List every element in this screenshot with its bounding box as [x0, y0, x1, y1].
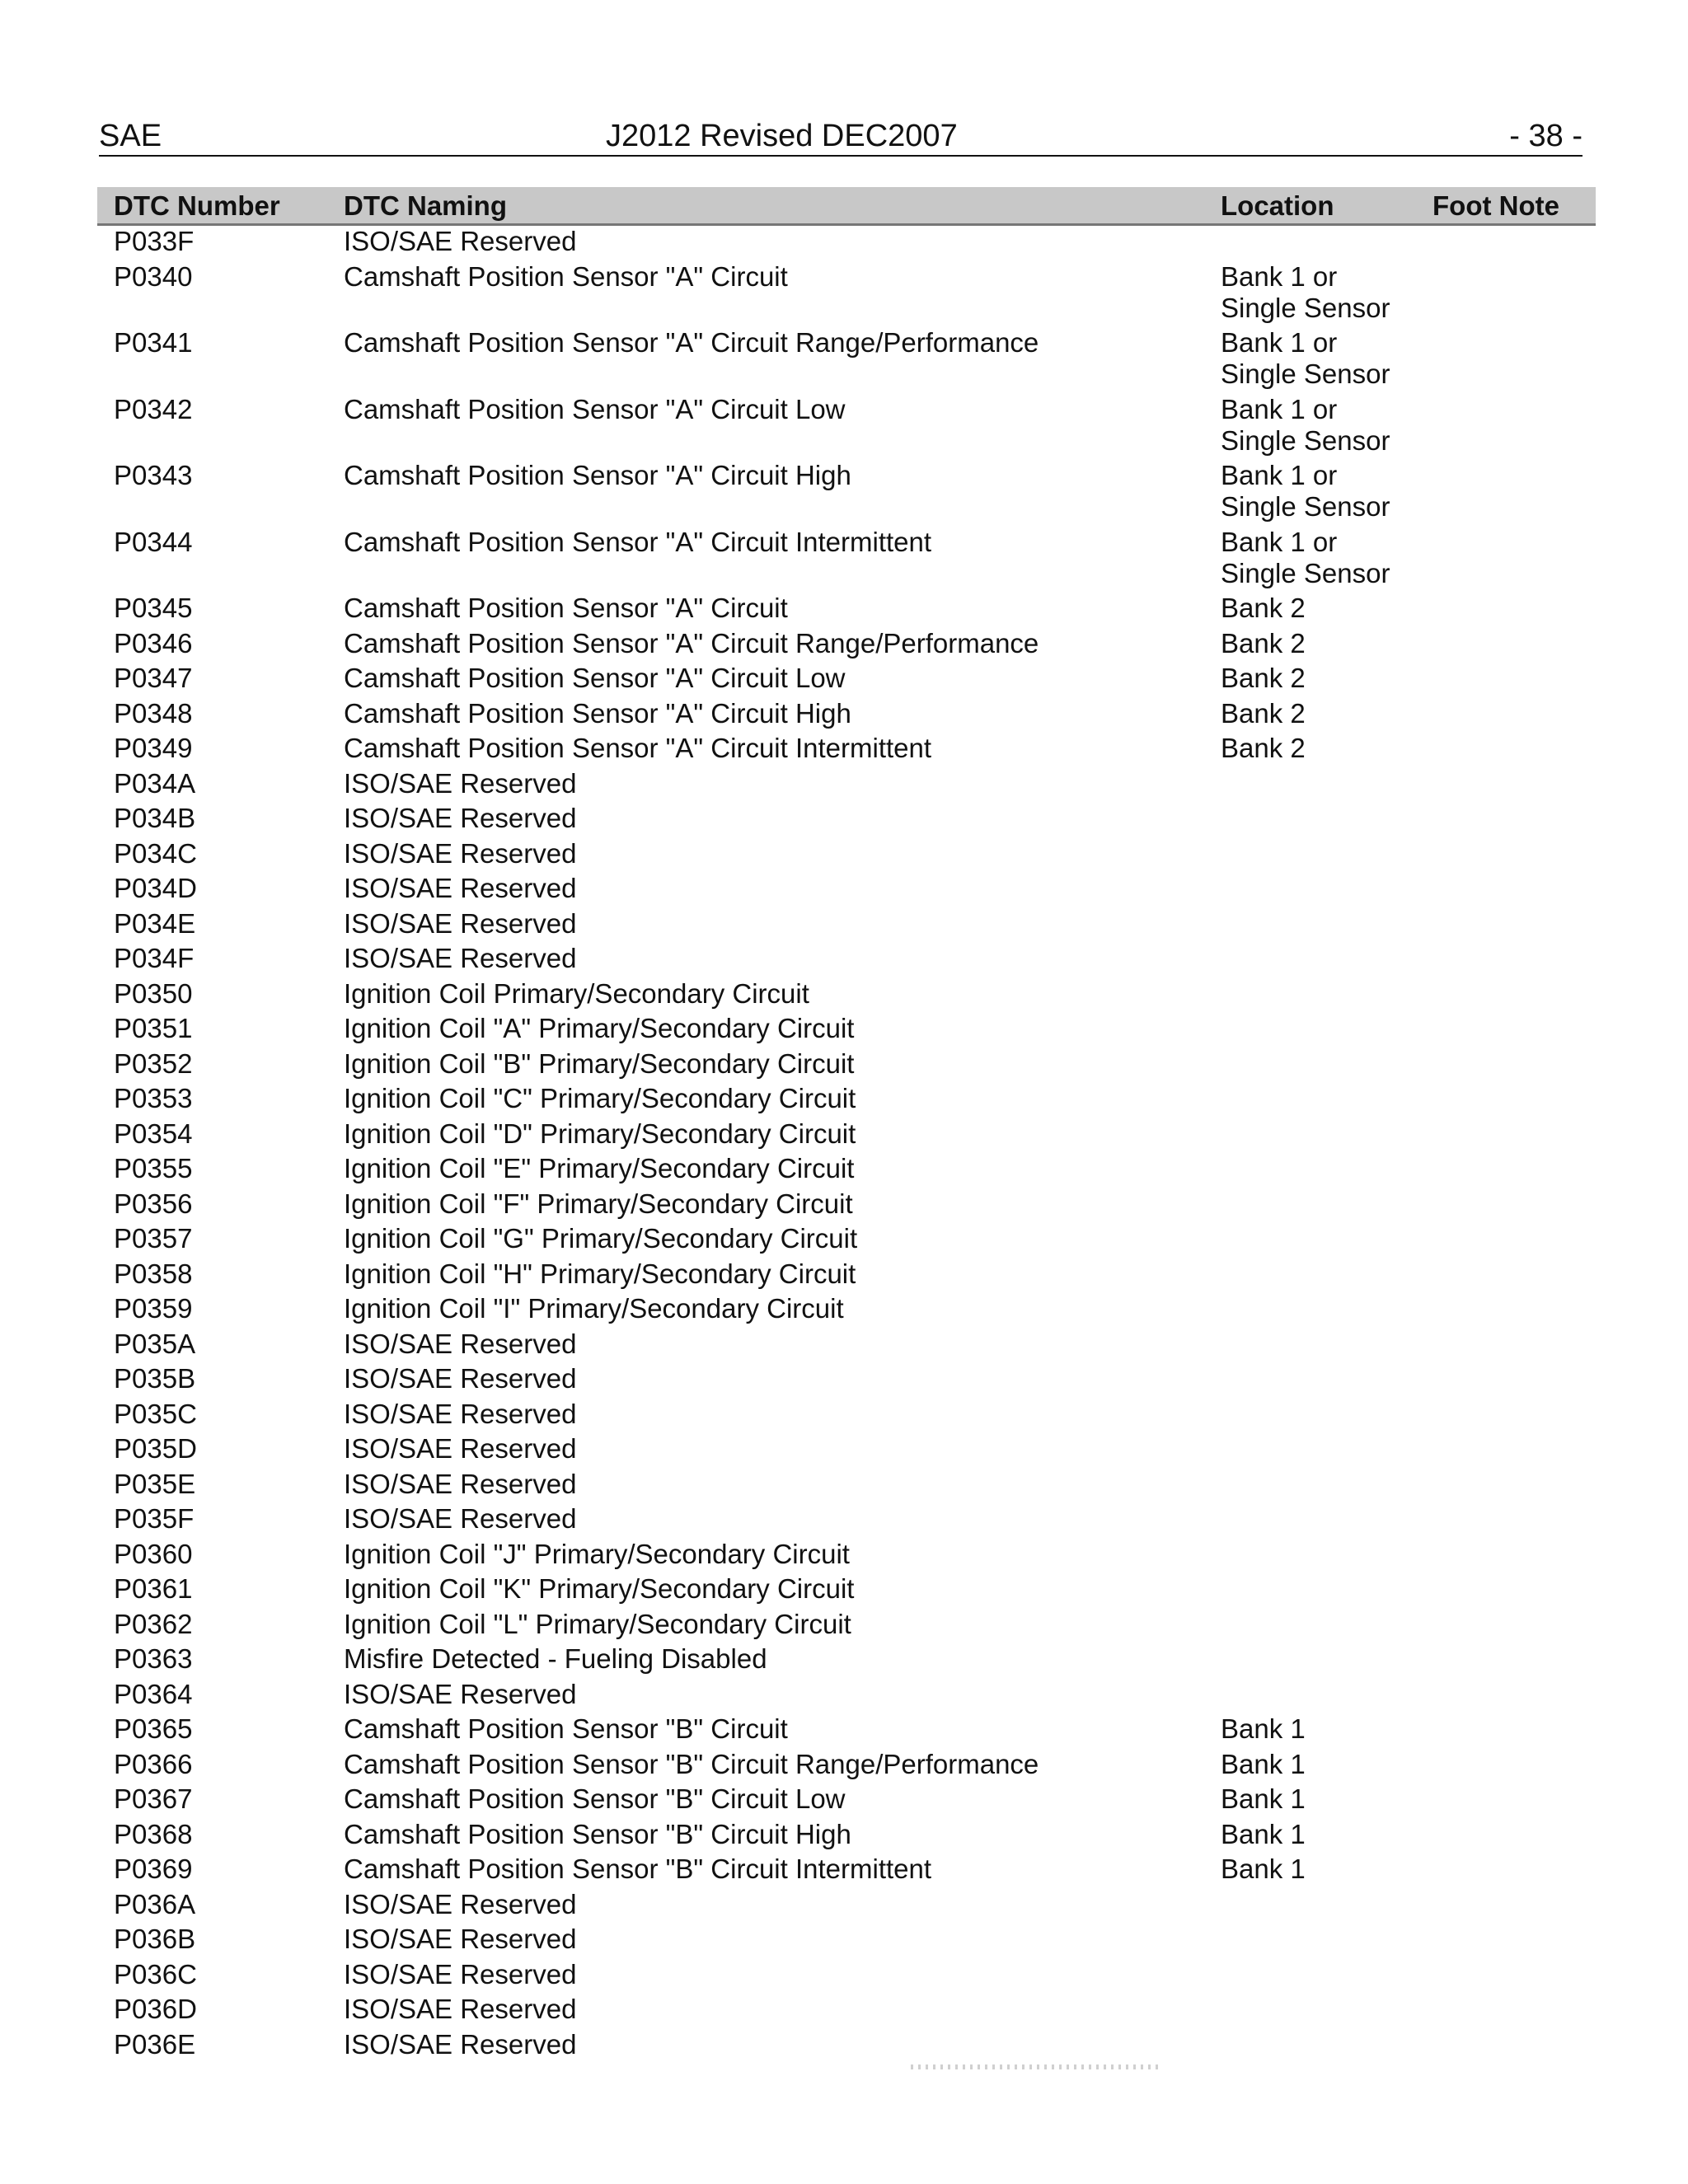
table-row — [97, 593, 1596, 628]
table-row — [97, 460, 1596, 527]
dtc-naming-cell: ISO/SAE Reserved — [344, 2028, 577, 2060]
dtc-number-cell: P034A — [114, 767, 196, 799]
location-cell — [1221, 2029, 1567, 2060]
table-row — [97, 1539, 1596, 1574]
dtc-naming-cell: Camshaft Position Sensor "A" Circuit Intermittent — [344, 733, 932, 763]
dtc-number-cell: P0348 — [114, 697, 193, 729]
location-cell — [1221, 1679, 1567, 1710]
dtc-number-cell: P0351 — [114, 1013, 193, 1043]
location-cell — [1221, 1329, 1567, 1360]
location-cell — [1221, 1363, 1567, 1394]
dtc-number-cell: P036D — [114, 1994, 197, 2024]
location-cell: Bank 1 or Single Sensor — [1221, 526, 1390, 588]
dtc-naming-cell: Ignition Coil "A" Primary/Secondary Circuit — [344, 1013, 855, 1043]
dtc-number-cell: P036A — [114, 1888, 196, 1919]
dtc-number-cell: P035F — [114, 1503, 195, 1534]
dtc-naming-cell: ISO/SAE Reserved — [344, 1924, 577, 1954]
dtc-number-cell: P0349 — [114, 733, 193, 763]
dtc-number-cell: P0368 — [114, 1818, 193, 1849]
table-row — [97, 327, 1596, 394]
dtc-number-cell: P0343 — [114, 460, 193, 490]
dtc-naming-cell: Camshaft Position Sensor "A" Circuit — [344, 593, 788, 623]
dtc-naming-cell: Ignition Coil "K" Primary/Secondary Circuit — [344, 1573, 855, 1604]
location-cell — [1221, 1153, 1567, 1184]
dtc-naming-cell: Camshaft Position Sensor "B" Circuit High — [344, 1818, 851, 1849]
location-cell — [1221, 1433, 1567, 1465]
table-row — [97, 1048, 1596, 1084]
table-row — [97, 1293, 1596, 1329]
location-cell — [1221, 1994, 1567, 2025]
footer-watermark — [911, 2064, 1158, 2069]
location-cell: Bank 1 — [1221, 1783, 1306, 1814]
dtc-number-cell: P035B — [114, 1363, 196, 1394]
dtc-number-cell: P0358 — [114, 1258, 193, 1289]
dtc-number-cell: P035D — [114, 1433, 197, 1464]
dtc-naming-cell: ISO/SAE Reserved — [344, 1994, 577, 2024]
location-cell — [1221, 908, 1567, 940]
column-header-dtc-naming: DTC Naming — [344, 190, 507, 221]
dtc-naming-cell: ISO/SAE Reserved — [344, 1363, 577, 1394]
table-row — [97, 1749, 1596, 1784]
table-row — [97, 978, 1596, 1014]
dtc-number-cell: P0366 — [114, 1748, 193, 1779]
table-row — [97, 1783, 1596, 1819]
dtc-naming-cell: Ignition Coil "F" Primary/Secondary Circuit — [344, 1188, 853, 1219]
location-cell — [1221, 1889, 1567, 1920]
dtc-naming-cell: Camshaft Position Sensor "A" Circuit High — [344, 697, 851, 729]
location-cell — [1221, 803, 1567, 834]
header-document-id: J2012 Revised DEC2007 — [606, 119, 958, 153]
location-cell: Bank 2 — [1221, 593, 1306, 623]
dtc-number-cell: P0354 — [114, 1118, 193, 1149]
dtc-naming-cell: Camshaft Position Sensor "A" Circuit Range/Performance — [344, 327, 1039, 358]
location-cell — [1221, 226, 1567, 257]
dtc-number-cell: P034F — [114, 943, 195, 973]
table-row — [97, 226, 1596, 261]
dtc-number-cell: P0341 — [114, 327, 193, 358]
location-cell — [1221, 838, 1567, 869]
table-row — [97, 838, 1596, 874]
location-cell: Bank 1 or Single Sensor — [1221, 260, 1390, 323]
dtc-naming-cell: ISO/SAE Reserved — [344, 767, 577, 799]
dtc-number-cell: P0363 — [114, 1643, 193, 1674]
page-header — [99, 117, 1582, 157]
location-cell — [1221, 1083, 1567, 1114]
table-row — [97, 1609, 1596, 1644]
dtc-number-cell: P035E — [114, 1468, 196, 1499]
dtc-naming-cell: Ignition Coil "E" Primary/Secondary Circuit — [344, 1153, 855, 1183]
dtc-number-cell: P0340 — [114, 260, 193, 292]
dtc-naming-cell: Ignition Coil "L" Primary/Secondary Circuit — [344, 1608, 851, 1639]
dtc-number-cell: P0361 — [114, 1573, 193, 1604]
location-cell: Bank 2 — [1221, 697, 1306, 729]
table-row — [97, 1153, 1596, 1188]
table-row — [97, 1819, 1596, 1854]
table-row — [97, 1329, 1596, 1364]
location-cell — [1221, 1293, 1567, 1324]
table-row — [97, 803, 1596, 838]
location-cell: Bank 1 — [1221, 1748, 1306, 1779]
dtc-naming-cell: ISO/SAE Reserved — [344, 226, 577, 256]
dtc-naming-cell: Ignition Coil "C" Primary/Secondary Circuit — [344, 1083, 856, 1113]
dtc-number-cell: P0352 — [114, 1047, 193, 1079]
dtc-naming-cell: Camshaft Position Sensor "A" Circuit Low — [344, 393, 846, 424]
table-row — [97, 1223, 1596, 1258]
dtc-naming-cell: ISO/SAE Reserved — [344, 1888, 577, 1919]
column-header-location: Location — [1221, 190, 1334, 221]
location-cell: Bank 2 — [1221, 627, 1306, 658]
table-row — [97, 1083, 1596, 1118]
column-header-dtc-number: DTC Number — [114, 190, 280, 221]
dtc-naming-cell: ISO/SAE Reserved — [344, 1958, 577, 1990]
table-header — [97, 187, 1596, 226]
dtc-number-cell: P036C — [114, 1958, 197, 1990]
dtc-naming-cell: Ignition Coil "I" Primary/Secondary Circuit — [344, 1293, 844, 1324]
table-row — [97, 1854, 1596, 1889]
header-org: SAE — [99, 119, 162, 153]
dtc-number-cell: P0356 — [114, 1188, 193, 1219]
location-cell: Bank 1 or Single Sensor — [1221, 460, 1390, 522]
location-cell — [1221, 1959, 1567, 1990]
table-row — [97, 1399, 1596, 1434]
table-row — [97, 394, 1596, 461]
dtc-number-cell: P0347 — [114, 663, 193, 693]
dtc-naming-cell: ISO/SAE Reserved — [344, 1328, 577, 1359]
dtc-number-cell: P0355 — [114, 1153, 193, 1183]
header-page-number: - 38 - — [1509, 119, 1582, 153]
dtc-naming-cell: ISO/SAE Reserved — [344, 907, 577, 939]
location-cell — [1221, 768, 1567, 799]
location-cell — [1221, 1469, 1567, 1500]
dtc-naming-cell: Ignition Coil "B" Primary/Secondary Circuit — [344, 1047, 855, 1079]
location-cell — [1221, 1539, 1567, 1570]
table-row — [97, 1713, 1596, 1749]
table-row — [97, 1924, 1596, 1959]
table-row — [97, 1994, 1596, 2029]
table-row — [97, 1643, 1596, 1679]
dtc-number-cell: P036B — [114, 1924, 196, 1954]
dtc-number-cell: P0360 — [114, 1538, 193, 1569]
location-cell — [1221, 1013, 1567, 1044]
table-row — [97, 1433, 1596, 1469]
dtc-table — [97, 187, 1596, 2064]
dtc-naming-cell: Camshaft Position Sensor "A" Circuit Range/Performance — [344, 627, 1039, 658]
dtc-number-cell: P0359 — [114, 1293, 193, 1324]
table-row — [97, 261, 1596, 328]
dtc-naming-cell: ISO/SAE Reserved — [344, 1398, 577, 1429]
table-row — [97, 873, 1596, 908]
location-cell — [1221, 1118, 1567, 1150]
dtc-naming-cell: Camshaft Position Sensor "B" Circuit Range/Performance — [344, 1748, 1039, 1779]
dtc-number-cell: P0362 — [114, 1608, 193, 1639]
dtc-naming-cell: ISO/SAE Reserved — [344, 873, 577, 903]
table-row — [97, 1889, 1596, 1924]
dtc-number-cell: P034D — [114, 873, 197, 903]
location-cell: Bank 1 — [1221, 1854, 1306, 1884]
dtc-naming-cell: ISO/SAE Reserved — [344, 1503, 577, 1534]
location-cell — [1221, 1609, 1567, 1640]
dtc-number-cell: P0367 — [114, 1783, 193, 1814]
table-row — [97, 527, 1596, 593]
dtc-naming-cell: ISO/SAE Reserved — [344, 1678, 577, 1709]
location-cell — [1221, 873, 1567, 904]
dtc-naming-cell: Ignition Coil "H" Primary/Secondary Circuit — [344, 1258, 856, 1289]
table-row — [97, 1013, 1596, 1048]
table-row — [97, 1258, 1596, 1294]
dtc-number-cell: P0364 — [114, 1678, 193, 1709]
table-row — [97, 1679, 1596, 1714]
dtc-number-cell: P035A — [114, 1328, 196, 1359]
dtc-naming-cell: ISO/SAE Reserved — [344, 1468, 577, 1499]
location-cell — [1221, 1643, 1567, 1675]
table-row — [97, 1573, 1596, 1609]
dtc-naming-cell: Camshaft Position Sensor "A" Circuit Intermittent — [344, 526, 932, 557]
dtc-number-cell: P0350 — [114, 977, 193, 1009]
dtc-naming-cell: Camshaft Position Sensor "B" Circuit — [344, 1713, 788, 1744]
location-cell: Bank 1 — [1221, 1818, 1306, 1849]
location-cell — [1221, 1503, 1567, 1535]
dtc-naming-cell: Camshaft Position Sensor "A" Circuit High — [344, 460, 851, 490]
dtc-number-cell: P0369 — [114, 1854, 193, 1884]
dtc-naming-cell: Ignition Coil "D" Primary/Secondary Circuit — [344, 1118, 856, 1149]
table-row — [97, 768, 1596, 804]
dtc-naming-cell: Misfire Detected - Fueling Disabled — [344, 1643, 767, 1674]
dtc-naming-cell: Camshaft Position Sensor "A" Circuit — [344, 260, 788, 292]
location-cell: Bank 2 — [1221, 663, 1306, 693]
table-row — [97, 1188, 1596, 1224]
dtc-naming-cell: ISO/SAE Reserved — [344, 943, 577, 973]
dtc-number-cell: P0365 — [114, 1713, 193, 1744]
location-cell — [1221, 1258, 1567, 1290]
dtc-naming-cell: ISO/SAE Reserved — [344, 1433, 577, 1464]
table-row — [97, 1503, 1596, 1539]
dtc-number-cell: P0353 — [114, 1083, 193, 1113]
table-row — [97, 698, 1596, 733]
column-header-foot-note: Foot Note — [1432, 190, 1559, 221]
table-row — [97, 1363, 1596, 1399]
dtc-number-cell: P033F — [114, 226, 195, 256]
dtc-number-cell: P0346 — [114, 627, 193, 658]
dtc-number-cell: P034C — [114, 837, 197, 869]
table-body — [97, 226, 1596, 2064]
dtc-naming-cell: Camshaft Position Sensor "B" Circuit Low — [344, 1783, 846, 1814]
dtc-number-cell: P0342 — [114, 393, 193, 424]
location-cell — [1221, 1048, 1567, 1080]
dtc-naming-cell: ISO/SAE Reserved — [344, 837, 577, 869]
dtc-naming-cell: ISO/SAE Reserved — [344, 803, 577, 833]
location-cell — [1221, 978, 1567, 1010]
dtc-number-cell: P0344 — [114, 526, 193, 557]
dtc-naming-cell: Camshaft Position Sensor "A" Circuit Low — [344, 663, 846, 693]
location-cell — [1221, 1188, 1567, 1220]
location-cell: Bank 2 — [1221, 733, 1306, 763]
dtc-naming-cell: Camshaft Position Sensor "B" Circuit Intermittent — [344, 1854, 932, 1884]
location-cell: Bank 1 or Single Sensor — [1221, 393, 1390, 456]
dtc-naming-cell: Ignition Coil "J" Primary/Secondary Circuit — [344, 1538, 850, 1569]
dtc-number-cell: P035C — [114, 1398, 197, 1429]
dtc-number-cell: P034E — [114, 907, 196, 939]
location-cell: Bank 1 — [1221, 1713, 1306, 1744]
location-cell — [1221, 1399, 1567, 1430]
location-cell — [1221, 943, 1567, 974]
location-cell — [1221, 1223, 1567, 1254]
dtc-number-cell: P034B — [114, 803, 196, 833]
dtc-naming-cell: Ignition Coil "G" Primary/Secondary Circuit — [344, 1223, 858, 1254]
table-row — [97, 733, 1596, 768]
location-cell: Bank 1 or Single Sensor — [1221, 327, 1390, 389]
table-row — [97, 2029, 1596, 2064]
table-row — [97, 908, 1596, 944]
table-row — [97, 663, 1596, 698]
dtc-number-cell: P036E — [114, 2028, 196, 2060]
table-row — [97, 1118, 1596, 1154]
location-cell — [1221, 1573, 1567, 1605]
table-row — [97, 628, 1596, 663]
table-row — [97, 1469, 1596, 1504]
dtc-number-cell: P0345 — [114, 593, 193, 623]
dtc-number-cell: P0357 — [114, 1223, 193, 1254]
table-row — [97, 943, 1596, 978]
location-cell — [1221, 1924, 1567, 1955]
dtc-naming-cell: Ignition Coil Primary/Secondary Circuit — [344, 977, 809, 1009]
table-row — [97, 1959, 1596, 1994]
